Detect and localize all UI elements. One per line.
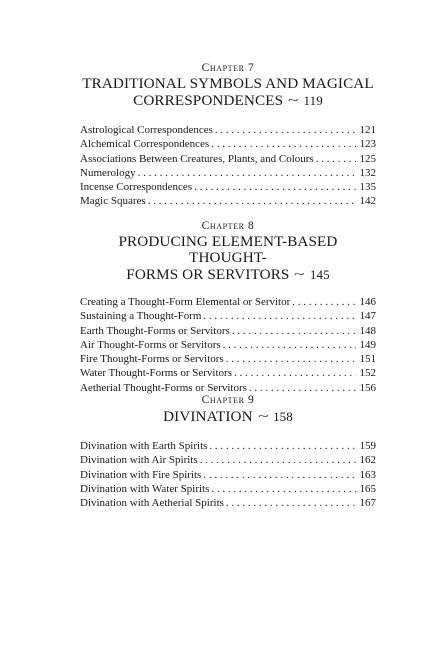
- entry-title: Astrological Correspondences: [80, 124, 213, 136]
- dot-leader: [203, 309, 356, 323]
- swash-ornament: ~: [288, 93, 299, 107]
- dot-leader: [234, 366, 356, 380]
- chapter-title-line2: FORMS OR SERVITORS: [126, 266, 290, 283]
- entry-page: 149: [359, 338, 376, 351]
- toc-entry[interactable]: [80, 338, 376, 352]
- entry-title: Numerology: [80, 166, 136, 179]
- chapter-8: [80, 220, 376, 395]
- entry-title: Incense Correspondences: [80, 181, 193, 194]
- toc-entry[interactable]: [80, 352, 376, 366]
- chapter-9: [80, 394, 376, 510]
- dot-leader: [138, 166, 356, 180]
- chapter-title: [80, 76, 376, 109]
- toc-entry[interactable]: [80, 295, 376, 309]
- chapter-7: [80, 62, 376, 209]
- entry-title: Divination with Earth Spirits: [80, 440, 208, 452]
- entry-title: Water Thought-Forms or Servitors: [80, 367, 232, 380]
- chapter-page-number: 119: [303, 93, 323, 108]
- dot-leader: [292, 295, 356, 309]
- dot-leader: [316, 152, 356, 166]
- entry-list: [80, 295, 376, 395]
- chapter-title: [80, 408, 376, 425]
- dot-leader: [211, 482, 356, 496]
- entry-page: 146: [359, 296, 376, 308]
- dot-leader: [200, 453, 356, 467]
- toc-entry[interactable]: [80, 482, 376, 496]
- toc-entry[interactable]: [80, 123, 376, 137]
- toc-entry[interactable]: [80, 496, 376, 510]
- chapter-title-line1: TRADITIONAL SYMBOLS AND MAGICAL: [82, 75, 374, 92]
- entry-title: Air Thought-Forms or Servitors: [80, 338, 221, 351]
- chapter-label: Chapter 7: [201, 62, 255, 74]
- chapter-title: [80, 234, 376, 283]
- dot-leader: [249, 381, 356, 395]
- entry-page: 132: [359, 166, 376, 179]
- entry-page: 167: [359, 497, 376, 510]
- swash-ornament: ~: [257, 409, 269, 423]
- toc-entry[interactable]: [80, 180, 376, 194]
- entry-page: 142: [359, 195, 376, 208]
- swash-ornament: ~: [294, 267, 305, 281]
- dot-leader: [232, 324, 356, 338]
- entry-page: 147: [359, 310, 376, 323]
- entry-list: [80, 123, 376, 209]
- chapter-label: Chapter 8: [201, 220, 255, 232]
- entry-title: Alchemical Correspondences: [80, 138, 210, 151]
- entry-title: Divination with Air Spirits: [80, 454, 198, 467]
- entry-page: 152: [359, 367, 376, 380]
- entry-page: 156: [359, 381, 376, 394]
- toc-entry[interactable]: [80, 468, 376, 482]
- entry-page: 123: [359, 138, 376, 151]
- toc-entry[interactable]: [80, 453, 376, 467]
- toc-entry[interactable]: [80, 381, 376, 395]
- dot-leader: [226, 496, 356, 510]
- dot-leader: [203, 468, 356, 482]
- dot-leader: [194, 180, 356, 194]
- toc-entry[interactable]: [80, 324, 376, 338]
- entry-title: Divination with Fire Spirits: [80, 468, 202, 481]
- dot-leader: [209, 439, 356, 453]
- chapter-page-number: 145: [309, 267, 330, 282]
- entry-page: 151: [359, 353, 376, 366]
- toc-entry[interactable]: [80, 166, 376, 180]
- entry-title: Associations Between Creatures, Plants, and Colours: [80, 152, 314, 165]
- chapter-label: Chapter 9: [201, 394, 255, 406]
- toc-entry[interactable]: [80, 152, 376, 166]
- entry-page: 163: [359, 468, 376, 481]
- entry-title: Magic Squares: [80, 195, 146, 208]
- entry-list: [80, 439, 376, 510]
- entry-title: Divination with Water Spirits: [80, 482, 210, 495]
- chapter-page-number: 158: [273, 409, 293, 424]
- dot-leader: [226, 352, 356, 366]
- toc-entry[interactable]: [80, 194, 376, 208]
- chapter-title-line2: CORRESPONDENCES: [133, 92, 284, 109]
- entry-page: 135: [359, 181, 376, 194]
- entry-page: 148: [359, 324, 376, 337]
- toc-entry[interactable]: [80, 309, 376, 323]
- entry-title: Aetherial Thought-Forms or Servitors: [80, 381, 247, 394]
- entry-title: Earth Thought-Forms or Servitors: [80, 324, 230, 337]
- entry-page: 165: [359, 482, 376, 495]
- entry-page: 162: [359, 454, 376, 467]
- dot-leader: [215, 123, 356, 137]
- entry-title: Creating a Thought-Form Elemental or Servitor: [80, 296, 291, 308]
- toc-entry[interactable]: [80, 439, 376, 453]
- entry-page: 159: [359, 440, 376, 452]
- entry-page: 121: [359, 124, 376, 136]
- dot-leader: [211, 137, 356, 151]
- dot-leader: [223, 338, 356, 352]
- chapter-title-line1: PRODUCING ELEMENT-BASED THOUGHT-: [118, 233, 338, 266]
- chapter-title-line1: DIVINATION: [163, 408, 253, 425]
- entry-page: 125: [359, 152, 376, 165]
- entry-title: Sustaining a Thought-Form: [80, 310, 202, 323]
- entry-title: Fire Thought-Forms or Servitors: [80, 353, 224, 366]
- dot-leader: [148, 194, 356, 208]
- entry-title: Divination with Aetherial Spirits: [80, 497, 224, 510]
- toc-entry[interactable]: [80, 137, 376, 151]
- toc-entry[interactable]: [80, 366, 376, 380]
